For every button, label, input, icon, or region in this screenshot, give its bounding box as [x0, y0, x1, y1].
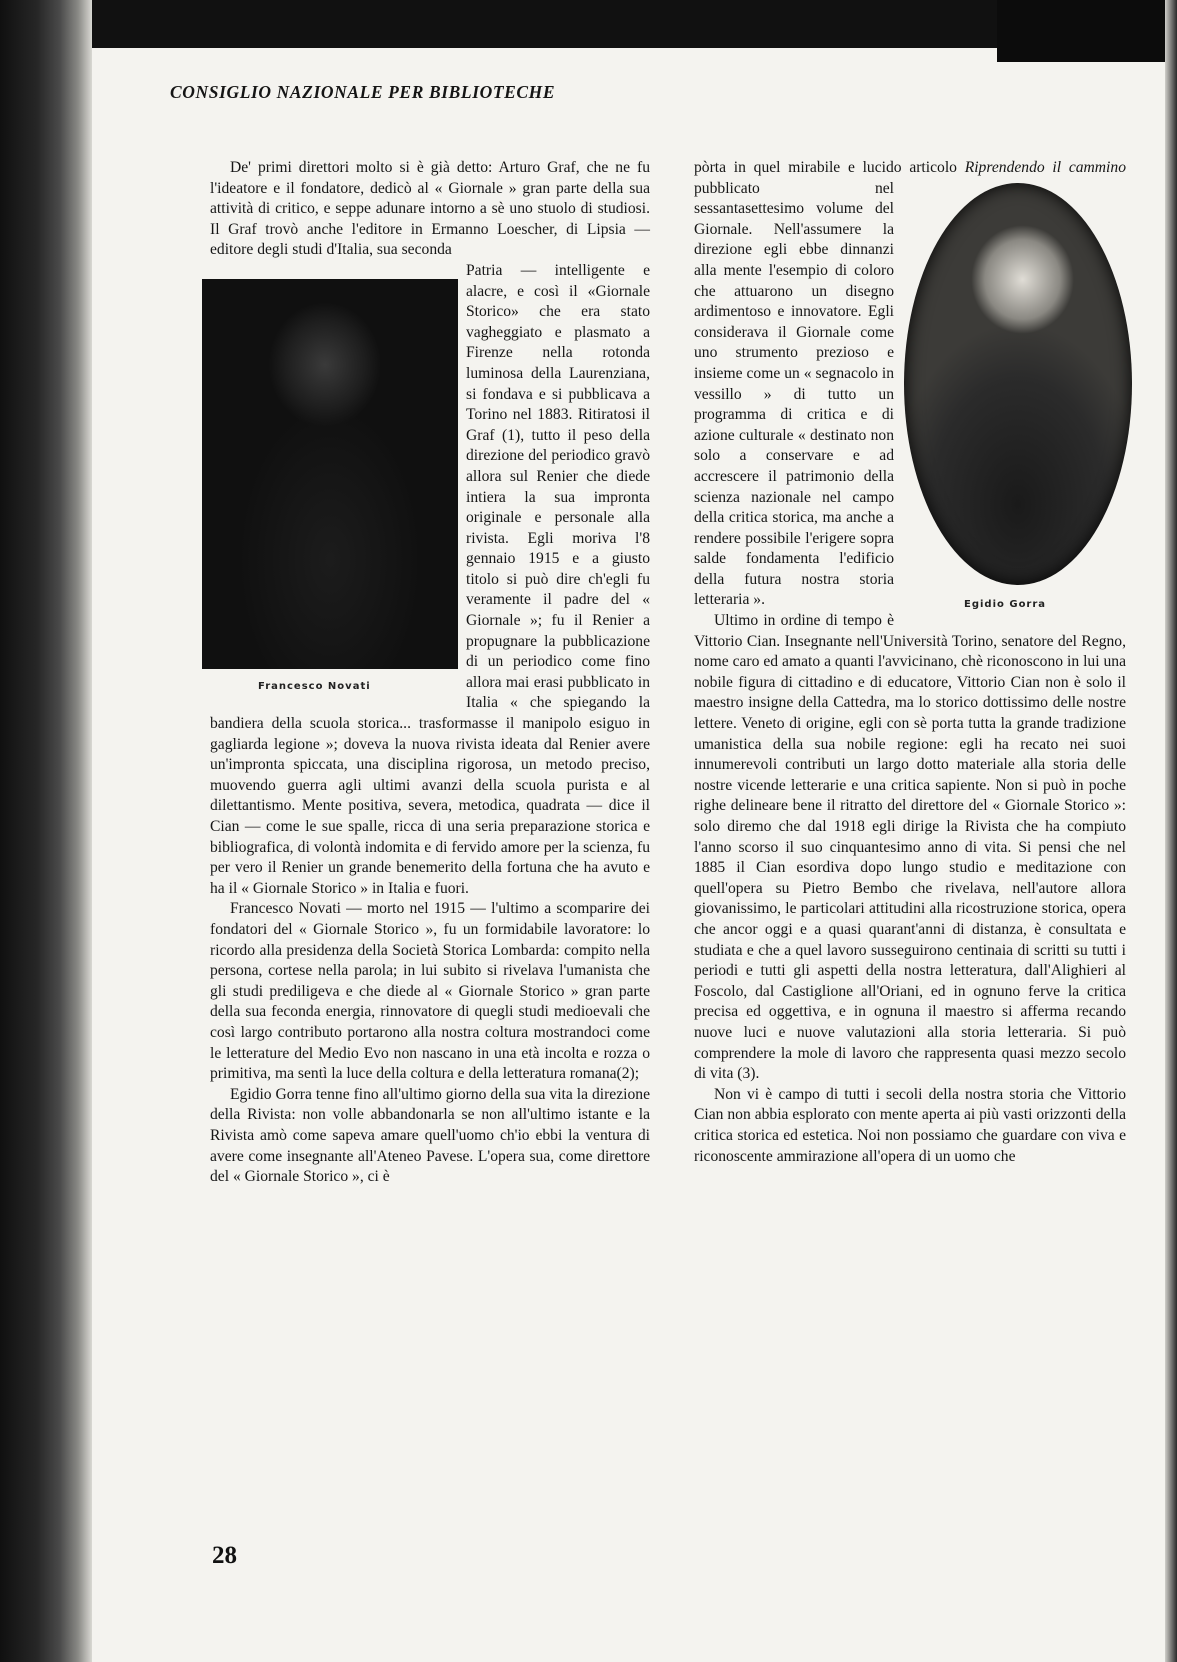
photo-caption-left: Francesco Novati: [258, 680, 371, 692]
page-number: 28: [212, 1542, 237, 1569]
portrait-oval-image: [904, 183, 1132, 585]
left-paragraph-3: Egidio Gorra tenne fino all'ultimo giorno della sua vita la direzione della Rivista: non volle abbandonarla se non all'ultimo istante e la Rivista amò come sapeva amare quell'uomo ch'io ebbi la ventura di avere come insegnante all'Ateneo Pavese. L'opera sua, come direttore del « Giornale Storico », ci è: [210, 1085, 650, 1186]
right-paragraph-1: [694, 158, 1126, 611]
book-binding-shadow: [0, 0, 92, 1662]
article-title: Riprendendo il cammino: [964, 159, 1126, 176]
photo-caption-right: Egidio Gorra: [964, 598, 1047, 610]
left-column: [210, 158, 650, 1188]
right-paragraph-3: Non vi è campo di tutti i secoli della nostra storia che Vittorio Cian non abbia esplorato con mente aperta ai più vasti orizzonti della critica storica ed estetica. Noi non possiamo che guardare con viva e riconoscente ammirazione all'opera di un uomo che: [694, 1085, 1126, 1165]
photo-francesco-novati: [202, 279, 458, 695]
right-p1-rest: pubblicato nel sessantasettesimo volume del Giornale. Nell'assumere la direzione egli ebbe dinnanzi alla mente l'esempio di coloro che attuarono un disegno ardimentoso e innovatore. Egli considerava il Giornale come uno strumento prezioso e insieme come un « segnacolo in vessillo » di tutto un programma di critica e di azione culturale « destinato non solo a conservare e ad accrescere il patrimonio della scienza nazionale nel campo della critica storica, ma anche a rendere possibile l'erigere sopra salde fondamenta l'edificio della futura nostra storia letteraria ».: [694, 179, 894, 609]
scan-top-right-edge: [997, 0, 1177, 62]
right-paragraph-2: Ultimo in ordine di tempo è Vittorio Cian. Insegnante nell'Università Torino, senatore del Regno, nome caro ed amato a quanti l'avvicinano, chè riconoscono in lui una nobile figura di cittadino e di educatore, Vittorio Cian non è solo il maestro insigne della Cattedra, ma lo storico dottissimo delle nostre lettere. Veneto di origine, egli con sè porta tutta la grande tradizione umanistica della sua nobile regione: egli ha recato nei suoi innumerevoli contributi un largo dotto materiale alla storia delle nostre vicende letterarie e una critica sapiente. Non si può in poche righe delineare bene il ritratto del direttore del « Giornale Storico »: solo diremo che dal 1918 egli dirige la Rivista che ha compiuto l'anno scorso il suo cinquantesimo anno di vita. Si pensi che nel 1885 il Cian esordiva dopo lungo studio e meditazione con quell'opera su Pietro Bembo che rivelava, nell'autore allora giovanissimo, le particolari attitudini alla ricostruzione storica, opera che ancor oggi e a quasi quarant'anni di distanza, è consultata e studiata e che a quel lavoro susseguirono centinaia di scritti su tutti i periodi e tutti gli aspetti della nostra letteratura, dall'Alighieri al Foscolo, dal Castiglione all'Oriani, ed in ognuno ferve la critica precisa ed oggettiva, e in ognuna il maestro si afferma recando nuove luci e nuove valutazioni alla storia letteraria. Si può comprendere la mole di lavoro che rappresenta quasi mezzo secolo di vita (3).: [694, 612, 1126, 1083]
left-paragraph-1-intro: De' primi direttori molto si è già detto: Arturo Graf, che ne fu l'ideatore e il fondatore, dedicò al « Giornale » gran parte della sua attività di critico, e seppe adunare intorno a sè uno stuolo di studiosi. Il Graf trovò anche l'editore in Ermanno Loescher, di Lipsia — editore degli studi d'Italia, sua seconda: [210, 159, 650, 259]
scan-right-edge: [1165, 0, 1177, 1662]
photo-egidio-gorra: [904, 183, 1134, 613]
left-paragraph-2: Francesco Novati — morto nel 1915 — l'ultimo a scomparire dei fondatori del « Giornale Storico », fu un formidabile lavoratore: lo ricordo alla presidenza della Società Storica Lombarda: compito nella persona, cortese nella parola; in lui subito si rivelava l'umanista che gli studi prediligeva e che diede al « Giornale Storico » gran parte della sua feconda energia, rinnovatore di quegli studi medioevali che così largo contributo portarono alla nostra coltura mostrandoci come le letterature del Medio Evo non nascano in una età incolta e rozza o primitiva, ma sentì la luce della coltura e della letteratura romana(2);: [210, 900, 650, 1083]
right-column: [694, 158, 1126, 1167]
portrait-image: [202, 279, 458, 669]
left-paragraph-1-rest: Patria — intelligente e alacre, e così il «Giornale Storico» che era stato vagheggiato e plasmato a Firenze nella rotonda luminosa della Laurenziana, si fondava e si pubblicava a Torino nel 1883. Ritiratosi il Graf (1), tutto il peso della direzione del periodico gravò allora sul Renier che diede intiera la sua impronta originale e personale alla rivista. Egli moriva l'8 gennaio 1915 e a giusto titolo si può dire ch'egli fu veramente il padre del « Giornale »; fu il Renier a propugnare la pubblicazione di un periodico come fino allora mai erasi pubblicato in Italia « che spiegando la bandiera della scuola storica... trasformasse il manipolo esiguo in gagliarda legione »; doveva la nuova rivista ideata dal Renier avere un'impronta spiccata, una disciplina rigorosa, un metodo preciso, muovendo guerra agli ultimi avanzi della scuola purista e al dilettantismo. Mente positiva, severa, metodica, quadrata — dice il Cian — come le sue spalle, ricca di una seria preparazione storica e bibliografica, di volontà indomita e di fervido amore per la scienza, fu per vero il Renier un grande benemerito della fortuna che ha avuto e ha il « Giornale Storico » in Italia e fuori.: [210, 261, 650, 897]
running-head: CONSIGLIO NAZIONALE PER BIBLIOTECHE: [170, 82, 556, 102]
right-p1-intro: pòrta in quel mirabile e lucido articolo: [694, 159, 957, 176]
